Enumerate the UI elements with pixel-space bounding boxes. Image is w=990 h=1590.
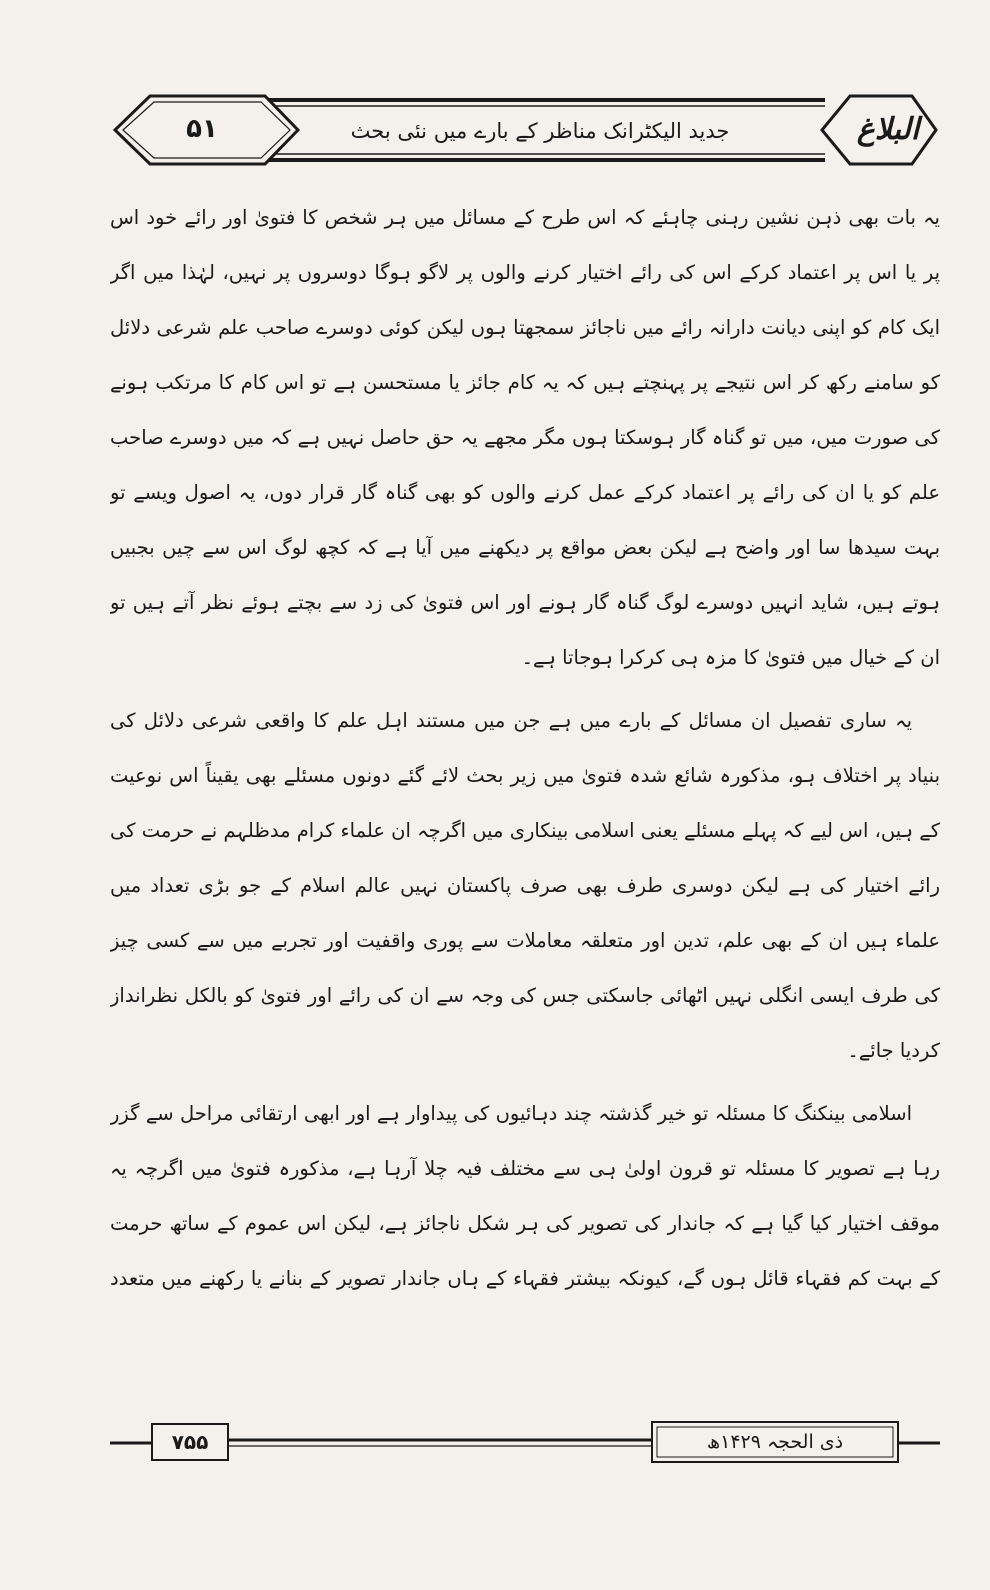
- issue-date: ذی الحجہ ۱۴۲۹ھ: [706, 1431, 844, 1453]
- running-title: جدید الیکٹرانک مناظر کے بارے میں نئی بحث: [350, 119, 730, 143]
- journal-logo: البلاغ: [856, 112, 920, 147]
- page-number: ۵۱: [186, 114, 218, 144]
- page-header: [110, 90, 940, 170]
- volume-page-number: ۷۵۵: [171, 1430, 209, 1454]
- paragraph-2: یہ ساری تفصیل ان مسائل کے بارے میں ہے جن میں مستند اہل علم کا واقعی شرعی دلائل کی بنیاد پر اختلاف ہو، مذکورہ شائع شدہ فتویٰ میں زیر بحث لائے گئے دونوں مسئلے بھی یقیناً اس نوعیت کے ہیں، اس لیے کہ پہلے مسئلے یعنی اسلامی بینکاری میں اگرچہ ان علماء کرام مدظلہم نے حرمت کی رائے اختیار کی ہے لیکن دوسری طرف بھی صرف پاکستان نہیں عالم اسلام کے جو بڑی تعداد میں علماء ہیں ان کے بھی علم، تدین اور متعلقہ معاملات سے پوری واقفیت اور تجربے میں سے کسی چیز کی طرف ایسی انگلی نہیں اٹھائی جاسکتی جس کی وجہ سے ان کی رائے اور فتویٰ کو بالکل نظرانداز کردیا جائے۔: [110, 709, 940, 1062]
- page-footer: [110, 1418, 940, 1468]
- paragraph-1: یہ بات بھی ذہن نشین رہنی چاہئے کہ اس طرح کے مسائل میں ہر شخص کا فتویٰ اور رائے خود اس پر یا اس پر اعتماد کرکے اس کی رائے اختیار کرنے والوں پر لاگو ہوگا دوسروں پر نہیں، لہٰذا میں اگر ایک کام کو اپنی دیانت دارانہ رائے میں ناجائز سمجھتا ہوں لیکن کوئی دوسرے صاحب علم شرعی دلائل کو سامنے رکھ کر اس نتیجے پر پہنچتے ہیں کہ یہ کام جائز یا مستحسن ہے تو اس کام کا مرتکب ہونے کی صورت میں، میں تو گناہ گار ہوسکتا ہوں مگر مجھے یہ حق حاصل نہیں ہے کہ میں دوسرے صاحب علم کو یا ان کی رائے پر اعتماد کرکے عمل کرنے والوں کو بھی گناہ گار قرار دوں، یہ اصول ویسے تو بہت سیدھا سا اور واضح ہے لیکن بعض مواقع پر دیکھنے میں آیا ہے کہ کچھ لوگ اس سے چیں بجبیں ہوتے ہیں، شاید انہیں دوسرے لوگ گناہ گار ہونے اور اس فتویٰ کی زد سے بچتے ہوئے نظر آتے ہیں تو ان کے خیال میں فتویٰ کا مزہ ہی کرکرا ہوجاتا ہے۔: [110, 206, 940, 669]
- paragraph-3: اسلامی بینکنگ کا مسئلہ تو خیر گذشتہ چند دہائیوں کی پیداوار ہے اور ابھی ارتقائی مراحل سے گزر رہا ہے تصویر کا مسئلہ تو قرون اولیٰ ہی سے مختلف فیہ چلا آرہا ہے، مذکورہ فتویٰ میں اگرچہ یہ موقف اختیار کیا گیا ہے کہ جاندار کی تصویر کی ہر شکل ناجائز ہے، لیکن اس عموم کے ساتھ حرمت کے بہت کم فقہاء قائل ہوں گے، کیونکہ بیشتر فقہاء کے ہاں جاندار تصویر کے بنانے یا رکھنے میں متعدد: [110, 1102, 940, 1290]
- article-body: [110, 190, 940, 1320]
